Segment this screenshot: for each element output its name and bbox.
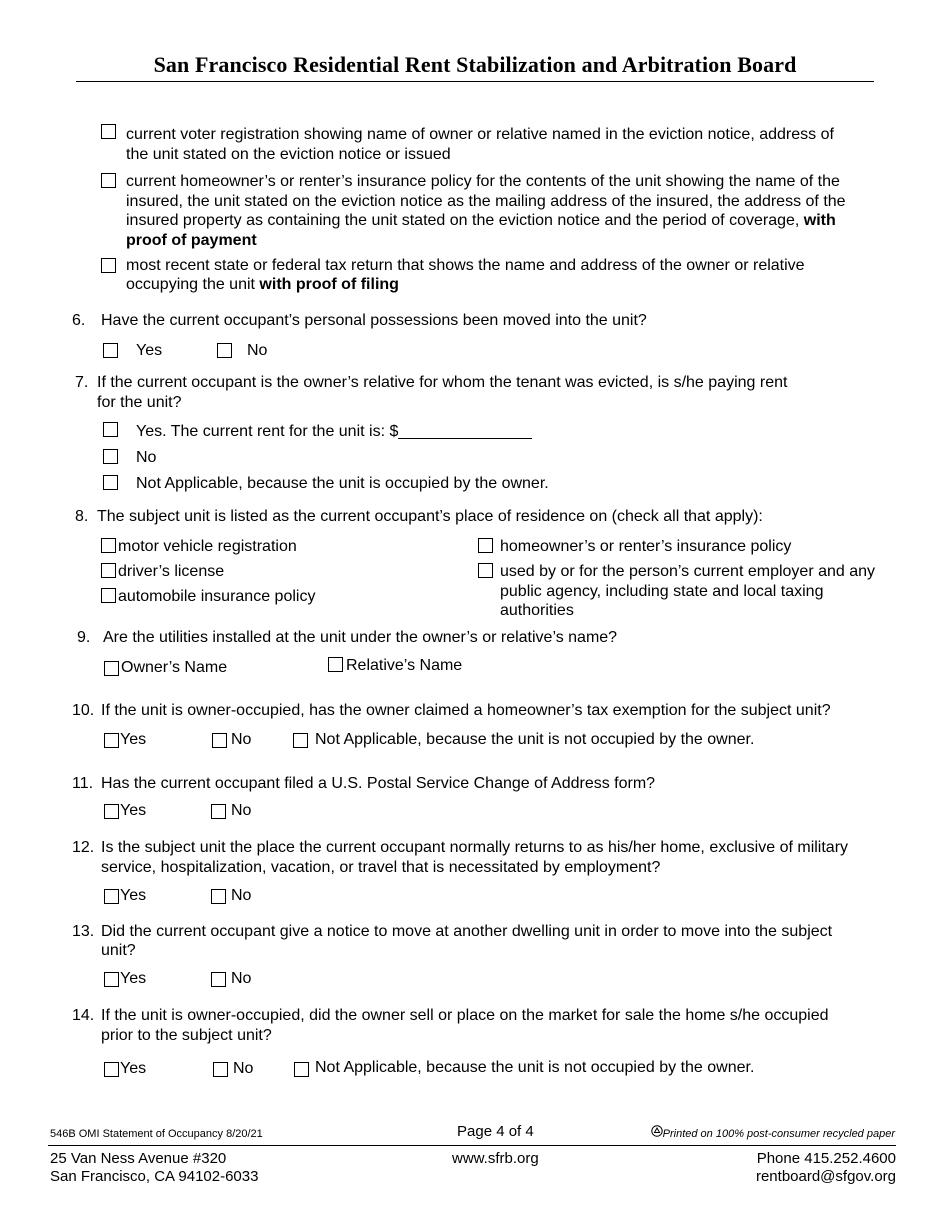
q8-employer-checkbox[interactable] xyxy=(478,563,493,578)
q7-no-checkbox[interactable] xyxy=(103,449,118,464)
tax-return-line1: most recent state or federal tax return that shows the name and address of the owner or relative xyxy=(126,257,805,274)
q10-yes-label: Yes xyxy=(120,731,147,748)
q13-no-checkbox[interactable] xyxy=(211,972,226,987)
q7-na-checkbox[interactable] xyxy=(103,475,118,490)
page-title: San Francisco Residential Rent Stabilization and Arbitration Board xyxy=(153,52,797,77)
q8-homeowners-insurance-label: homeowner’s or renter’s insurance policy xyxy=(500,538,792,555)
q14-na-checkbox[interactable] xyxy=(294,1062,309,1077)
q8-auto-insurance-label: automobile insurance policy xyxy=(118,588,316,605)
page-number: Page 4 of 4 xyxy=(457,1123,534,1140)
phone-number: Phone 415.252.4600 xyxy=(756,1150,896,1167)
q9-relative-label: Relative’s Name xyxy=(346,657,463,674)
q14-no-checkbox[interactable] xyxy=(213,1062,228,1077)
q9-owner-checkbox[interactable] xyxy=(104,661,119,676)
q8-employer-line2: public agency, including state and local taxing xyxy=(500,583,824,600)
q8-drivers-license-checkbox[interactable] xyxy=(101,563,116,578)
q14-line1: If the unit is owner-occupied, did the owner sell or place on the market for sale the home s/he occupied xyxy=(101,1007,829,1024)
q11-no-checkbox[interactable] xyxy=(211,804,226,819)
q13-yes-label: Yes xyxy=(120,970,147,987)
q8-number: 8. xyxy=(75,508,89,525)
q12-number: 12. xyxy=(72,839,95,856)
q12-line2: service, hospitalization, vacation, or travel that is necessitated by employment? xyxy=(101,859,661,876)
voter-registration-line2: the unit stated on the eviction notice or issued xyxy=(126,146,451,163)
q8-text: The subject unit is listed as the current occupant’s place of residence on (check all that apply): xyxy=(97,508,763,525)
q8-employer-line1: used by or for the person’s current employer and any xyxy=(500,563,876,580)
q7-line1: If the current occupant is the owner’s relative for whom the tenant was evicted, is s/he paying rent xyxy=(97,374,788,391)
q7-yes-label: Yes. The current rent for the unit is: $_______________ xyxy=(136,423,532,440)
q6-yes-checkbox[interactable] xyxy=(103,343,118,358)
q8-employer-line3: authorities xyxy=(500,602,574,619)
q8-drivers-license-label: driver’s license xyxy=(118,563,225,580)
header-divider xyxy=(76,81,874,82)
q11-yes-checkbox[interactable] xyxy=(104,804,119,819)
q14-yes-label: Yes xyxy=(120,1060,147,1077)
recycle-icon xyxy=(651,1124,663,1142)
insurance-line1: current homeowner’s or renter’s insurance policy for the contents of the unit showing the name of the xyxy=(126,173,840,190)
q10-text: If the unit is owner-occupied, has the owner claimed a homeowner’s tax exemption for the subject unit? xyxy=(101,702,831,719)
q9-number: 9. xyxy=(77,629,91,646)
q13-line1: Did the current occupant give a notice to move at another dwelling unit in order to move into the subject xyxy=(101,923,833,940)
q7-number: 7. xyxy=(75,374,89,391)
q14-yes-checkbox[interactable] xyxy=(104,1062,119,1077)
q7-no-label: No xyxy=(136,449,157,466)
q11-no-label: No xyxy=(231,802,252,819)
q13-no-label: No xyxy=(231,970,252,987)
insurance-line4: proof of payment xyxy=(126,232,257,249)
checkbox-insurance-policy[interactable] xyxy=(101,173,116,188)
q12-line1: Is the subject unit the place the current occupant normally returns to as his/her home, exclusive of military xyxy=(101,839,849,856)
checkbox-tax-return[interactable] xyxy=(101,258,116,273)
q9-owner-label: Owner’s Name xyxy=(121,659,228,676)
q6-no-label: No xyxy=(247,342,268,359)
q12-no-checkbox[interactable] xyxy=(211,889,226,904)
q6-no-checkbox[interactable] xyxy=(217,343,232,358)
q14-na-label: Not Applicable, because the unit is not occupied by the owner. xyxy=(315,1059,755,1076)
voter-registration-line1: current voter registration showing name of owner or relative named in the eviction notice, address of xyxy=(126,126,834,143)
checkbox-voter-registration[interactable] xyxy=(101,124,116,139)
tax-return-line2: occupying the unit with proof of filing xyxy=(126,276,399,293)
q6-yes-label: Yes xyxy=(136,342,163,359)
q7-yes-checkbox[interactable] xyxy=(103,422,118,437)
q14-number: 14. xyxy=(72,1007,95,1024)
q10-na-label: Not Applicable, because the unit is not occupied by the owner. xyxy=(315,731,755,748)
q11-number: 11. xyxy=(72,775,94,792)
q14-no-label: No xyxy=(233,1060,254,1077)
q8-motor-vehicle-label: motor vehicle registration xyxy=(118,538,297,555)
q6-number: 6. xyxy=(72,312,86,329)
q11-text: Has the current occupant filed a U.S. Postal Service Change of Address form? xyxy=(101,775,656,792)
recycled-note: Printed on 100% post-consumer recycled paper xyxy=(662,1128,895,1140)
q13-number: 13. xyxy=(72,923,95,940)
q9-text: Are the utilities installed at the unit under the owner’s or relative’s name? xyxy=(103,629,618,646)
q10-no-label: No xyxy=(231,731,252,748)
insurance-line2: insured, the unit stated on the eviction notice as the mailing address of the insured, the address of the xyxy=(126,193,846,210)
q12-no-label: No xyxy=(231,887,252,904)
q10-no-checkbox[interactable] xyxy=(212,733,227,748)
q8-homeowners-insurance-checkbox[interactable] xyxy=(478,538,493,553)
q12-yes-label: Yes xyxy=(120,887,147,904)
q6-text: Have the current occupant’s personal possessions been moved into the unit? xyxy=(101,312,647,329)
q7-line2: for the unit? xyxy=(97,394,182,411)
q13-line2: unit? xyxy=(101,942,136,959)
q10-yes-checkbox[interactable] xyxy=(104,733,119,748)
q8-motor-vehicle-checkbox[interactable] xyxy=(101,538,116,553)
q12-yes-checkbox[interactable] xyxy=(104,889,119,904)
footer-divider xyxy=(48,1145,896,1146)
insurance-line3: insured property as containing the unit stated on the eviction notice and the period of coverage, with xyxy=(126,212,836,229)
email-link[interactable]: rentboard@sfgov.org xyxy=(755,1168,896,1185)
q7-na-label: Not Applicable, because the unit is occupied by the owner. xyxy=(136,475,549,492)
website-link[interactable]: www.sfrb.org xyxy=(452,1150,539,1167)
q10-number: 10. xyxy=(72,702,95,719)
address-line2: San Francisco, CA 94102-6033 xyxy=(50,1168,259,1185)
q11-yes-label: Yes xyxy=(120,802,147,819)
q8-auto-insurance-checkbox[interactable] xyxy=(101,588,116,603)
address-line1: 25 Van Ness Avenue #320 xyxy=(50,1150,227,1167)
q10-na-checkbox[interactable] xyxy=(293,733,308,748)
q13-yes-checkbox[interactable] xyxy=(104,972,119,987)
q9-relative-checkbox[interactable] xyxy=(328,657,343,672)
form-id: 546B OMI Statement of Occupancy 8/20/21 xyxy=(50,1128,263,1140)
q14-line2: prior to the subject unit? xyxy=(101,1027,272,1044)
